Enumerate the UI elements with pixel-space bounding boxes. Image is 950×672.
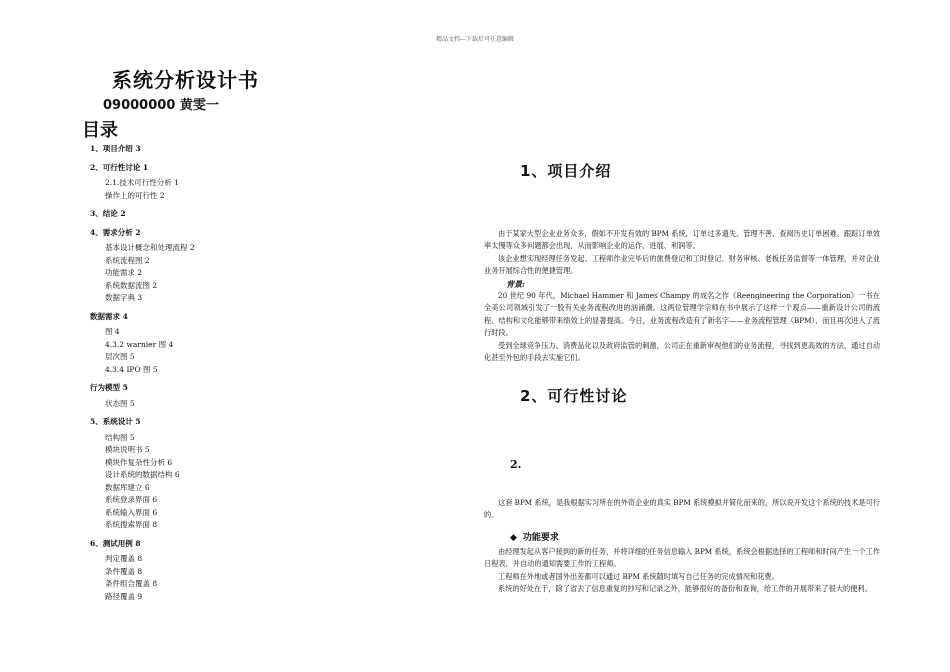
toc-item[interactable]: 设计系统的数据结构 6 (105, 470, 180, 479)
intro-paragraph: 由于某家大型企业业务众多，假如不开发有效的 BPM 系统，订单过多遗失、管理不善、查阅历史订单困难、跟踪订单效率太慢等众多问题都会出现，从而影响企业的运作、进展、利润等。 (484, 229, 880, 251)
toc-section[interactable]: 3、结论 2 (90, 209, 126, 218)
intro-text (484, 228, 880, 364)
toc-item[interactable]: 结构图 5 (105, 432, 135, 442)
toc-spacer (90, 221, 390, 226)
toc-item[interactable]: 数据库建立 6 (105, 482, 150, 492)
feature-paragraph: 由经理发起从客户接到的新的任务，并将详细的任务信息输入 BPM 系统，系统会根据选择的工程师和时间产生一个工作日程表，并自动的通知需要工作的工程师。 (484, 547, 880, 569)
section-heading-feasibility: 2、可行性讨论 (520, 387, 628, 405)
feasibility-paragraph: 这套 BPM 系统，是我根据实习所在的外资企业的真实 BPM 系统模拟并简化而来的，所以说开发这个系统的技术是可行的。 (484, 498, 880, 520)
toc-section[interactable]: 6、测试用例 8 (90, 538, 141, 548)
toc-section[interactable]: 5、系统设计 5 (90, 417, 141, 426)
toc-section[interactable]: 2、可行性讨论 1 (90, 162, 149, 172)
toc-spacer (90, 410, 390, 415)
background-paragraph: 20 世纪 90 年代，Michael Hammer 和 James Champy 的成名之作《Reengineering the Corporation》一书在全美公司领域引发了一股有关业务流程改进的汹涌潮。这两位管理学宗师在书中展示了这样一个观点——重新设计公司的流程、结构和文化能够带来绩效上的显著提高。今日，业务流程改造有了新名字——业务流程管理（BPM），而且再次进入了流行时段。 (484, 291, 880, 338)
toc-item[interactable]: 层次图 5 (105, 352, 135, 361)
toc-item[interactable]: 系统输入界面 6 (105, 507, 158, 517)
toc-item[interactable]: 判定覆盖 8 (105, 554, 143, 563)
toc-item[interactable]: 系统数据流图 2 (105, 280, 158, 290)
toc-item[interactable]: 2.1.技术可行性分析 1 (105, 178, 179, 187)
background-paragraph: 受到全球竞争压力、消费品化以及政府监管的刺激，公司正在重新审视他们的业务流程，寻找到更高效的方法，通过自动化甚至外包的手段去实施它们。 (484, 340, 880, 363)
toc-section[interactable]: 数据需求 4 (90, 311, 128, 321)
toc-section[interactable]: 4、需求分析 2 (90, 227, 141, 237)
toc-spacer (90, 156, 390, 161)
toc-item[interactable]: 4.3.4 IPO 图 5 (105, 364, 158, 374)
toc-item[interactable]: 基本设计概念和处理流程 2 (105, 243, 195, 252)
toc-section[interactable]: 行为模型 5 (90, 383, 128, 392)
feature-paragraph: 系统的好处在于，除了省去了信息重复的抄写和记录之外，能够很好的备份和查询，给工作的开展带来了很大的便利。 (498, 584, 872, 594)
intro-paragraph: 该企业想实现经理任务发起、工程师作业完毕后的旅费登记和工时登记、财务审核、老板任务监督等一体管理，并对企业业务开展综合性的便捷管理。 (484, 253, 880, 276)
toc-item[interactable]: 图 4 (105, 327, 120, 336)
feature-title: 功能要求 (522, 533, 559, 543)
background-label: 背景: (506, 278, 525, 289)
toc-spacer (90, 305, 390, 310)
toc-spacer (90, 532, 390, 537)
toc-item[interactable]: 数据字典 3 (105, 293, 143, 302)
toc-spacer (90, 202, 390, 207)
diamond-bullet-icon: ◆ (510, 533, 517, 543)
toc-item[interactable]: 系统搜索界面 8 (105, 520, 158, 529)
toc-item[interactable]: 4.3.2 warnier 图 4 (105, 339, 174, 349)
feature-paragraph: 工程师在外地或者国外出差都可以通过 BPM 系统随时填写自己任务的完成情况和花费。 (498, 571, 779, 581)
toc-item[interactable]: 系统流程图 2 (105, 255, 150, 265)
toc-item[interactable]: 状态图 5 (105, 398, 135, 408)
toc-spacer (90, 376, 390, 381)
section-heading-project-intro: 1、项目介绍 (520, 162, 612, 180)
toc-item[interactable]: 条件组合覆盖 8 (105, 579, 158, 588)
document-author: 09000000 黄雯一 (103, 98, 219, 113)
toc-section[interactable]: 1、项目介绍 3 (90, 144, 141, 153)
page-header-watermark: 精品文档---下载后可任意编辑 (435, 36, 515, 43)
feature-text (484, 546, 880, 596)
toc-item[interactable]: 操作上的可行性 2 (105, 190, 165, 200)
toc-item[interactable]: 系统登录界面 6 (105, 495, 158, 504)
toc-item[interactable]: 路径覆盖 9 (105, 591, 143, 601)
toc-item[interactable]: 模块说明书 5 (105, 445, 150, 454)
document-title: 系统分析设计书 (112, 68, 259, 92)
toc-item[interactable]: 功能需求 2 (105, 268, 143, 277)
feasibility-text (484, 497, 880, 522)
table-of-contents (90, 142, 390, 603)
toc-item[interactable]: 模块作复杂性分析 6 (105, 457, 173, 467)
toc-heading: 目录 (82, 120, 118, 141)
feature-heading (510, 530, 559, 543)
subsection-number: 2. (510, 458, 522, 471)
toc-item[interactable]: 条件覆盖 8 (105, 566, 143, 576)
